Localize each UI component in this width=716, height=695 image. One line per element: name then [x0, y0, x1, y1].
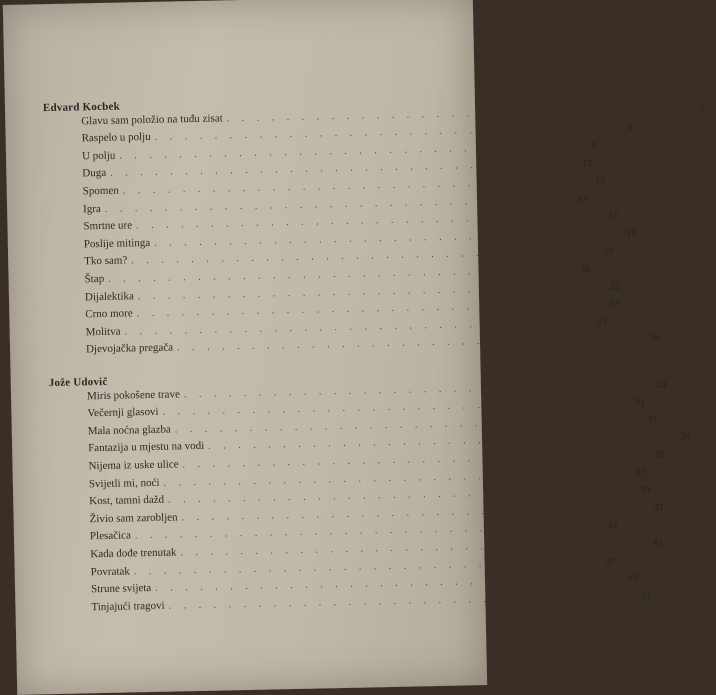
toc-entry-title: Nijema iz uske ulice: [88, 458, 179, 473]
dot-leader: . . . . . . . . . . . . . . . . . . . . . . . . . . . . . . . .: [182, 449, 656, 471]
toc-entry-title: Crno more: [85, 307, 133, 321]
dot-leader: . . . . . . . . . . . . . . . . . . . . . . . . . . . . . . . .: [124, 316, 598, 338]
toc-entry-page-number: 29: [656, 378, 667, 390]
toc-entry-title: Igra: [82, 202, 101, 215]
toc-entry-title: Tko sam?: [84, 254, 128, 268]
toc-entry-title: Svijetli mi, noći: [88, 476, 160, 490]
toc-entry-page-number: 35: [654, 449, 666, 461]
toc-entry-page-number: 24: [596, 316, 608, 328]
dot-leader: . . . . . . . . . . . . . . . . . . . . . . . . . . . . . . . .: [208, 431, 681, 453]
toc-entry-title: Dijalektika: [84, 289, 134, 303]
toc-entry-page-number: 31: [634, 396, 646, 409]
toc-entry-page-number: 15: [608, 210, 619, 222]
dot-leader: . . . . . . . . . . . . . . . . . . . . . . . . . . . . . . . .: [154, 227, 627, 249]
toc-entry-page-number: 47: [606, 555, 617, 568]
toc-entry-title: Raspelo u polju: [81, 131, 151, 145]
toc-entry-page-number: 11: [582, 158, 593, 170]
toc-entry-title: Živio sam zarobljen: [89, 511, 178, 526]
toc-entry-title: Kost, tamni dažd: [89, 493, 165, 508]
toc-entry-page-number: 37: [635, 467, 646, 479]
toc-entry-page-number: 43: [607, 520, 618, 532]
dot-leader: . . . . . . . . . . . . . . . . . . . . . . . . . . . . . . . .: [119, 140, 592, 162]
toc-list-kocbek: [81, 102, 705, 356]
toc-entry-title: Duga: [82, 167, 107, 180]
toc-entry-title: Smrtne ure: [83, 219, 133, 233]
toc-entry-page-number: 22: [610, 280, 621, 292]
dot-leader: . . . . . . . . . . . . . . . . . . . . . . . . . . . . . . . .: [108, 263, 581, 285]
toc-entry-title: Glavu sam položio na tuđu zisat: [81, 112, 223, 127]
dot-leader: . . . . . . . . . . . . . . . . . . . . . . . . . . . . . . . .: [162, 397, 636, 418]
toc-entry-title: Štap: [84, 272, 105, 286]
toc-entry-title: Kada dođe trenutak: [90, 546, 177, 561]
toc-entry-page-number: 16: [626, 227, 637, 239]
toc-entry-page-number: 41: [653, 502, 665, 514]
toc-entry-title: Strune svijeta: [90, 582, 152, 596]
toc-entry-page-number: 34: [680, 431, 691, 443]
dot-leader: . . . . . . . . . . . . . . . . . . . . . . . . . . . . . . . .: [226, 103, 700, 124]
toc-entry-title: Tinjajući tragovi: [91, 599, 165, 613]
toc-entry-page-number: 7: [698, 102, 705, 115]
section-author-kocbek: Edvard Kocbek: [42, 100, 120, 115]
toc-entry-page-number: 51: [640, 590, 652, 602]
toc-entry-title: U polju: [81, 149, 116, 163]
dot-leader: . . . . . . . . . . . . . . . . . . . . . . . . . . . . . . . .: [137, 280, 611, 302]
toc-entry-page-number: 8: [626, 122, 633, 134]
toc-entry-page-number: 23: [608, 298, 620, 310]
dot-leader: . . . . . . . . . . . . . . . . . . . . . . . . . . . . . . . .: [167, 484, 641, 506]
dot-leader: . . . . . . . . . . . . . . . . . . . . . . . . . . . . . . . .: [180, 537, 653, 559]
toc-entry-title: Spomen: [82, 184, 119, 198]
toc-entry-title: Djevojačka pregača: [85, 341, 174, 356]
toc-entry-title: Plesačica: [89, 529, 132, 543]
dot-leader: . . . . . . . . . . . . . . . . . . . . . . . . . . . . . . . .: [133, 556, 607, 577]
dot-leader: . . . . . . . . . . . . . . . . . . . . . . . . . . . . . . . .: [163, 467, 636, 489]
section-author-udovic: Jože Udovič: [48, 375, 108, 390]
toc-entry-page-number: 12: [595, 175, 606, 187]
toc-entry-title: Poslije mitinga: [83, 236, 151, 251]
dot-leader: . . . . . . . . . . . . . . . . . . . . . . . . . . . . . . . .: [155, 573, 628, 595]
toc-list-udovic: [86, 377, 691, 613]
dot-leader: . . . . . . . . . . . . . . . . . . . . . . . . . . . . . . . .: [104, 193, 578, 215]
toc-entry-page-number: 18: [603, 245, 614, 257]
dot-leader: . . . . . . . . . . . . . . . . . . . . . . . . . . . . . . . .: [136, 298, 610, 320]
toc-entry-title: Molitva: [85, 325, 121, 339]
dot-leader: . . . . . . . . . . . . . . . . . . . . . . . . . . . . . . . .: [122, 175, 596, 197]
dot-leader: . . . . . . . . . . . . . . . . . . . . . . . . . . . . . . . .: [183, 378, 657, 400]
dot-leader: . . . . . . . . . . . . . . . . . . . . . . . . . . . . . . . .: [110, 158, 583, 180]
toc-entry-page-number: 20: [580, 263, 591, 275]
toc-entry-page-number: 33: [647, 414, 658, 426]
dot-leader: . . . . . . . . . . . . . . . . . . . . . . . . . . . . . . . .: [174, 414, 648, 436]
dot-leader: . . . . . . . . . . . . . . . . . . . . . . . . . . . . . . . .: [134, 520, 608, 542]
toc-entry-title: Mala noćna glazba: [87, 423, 171, 438]
toc-entry-title: Fantazija u mjestu na vodi: [88, 440, 205, 455]
book-page: [3, 0, 705, 695]
dot-leader: . . . . . . . . . . . . . . . . . . . . . . . . . . . . . . . .: [181, 502, 655, 524]
dot-leader: . . . . . . . . . . . . . . . . . . . . . . . . . . . . . . . .: [168, 590, 642, 612]
dot-leader: . . . . . . . . . . . . . . . . . . . . . . . . . . . . . . . .: [135, 210, 609, 232]
toc-entry-title: Povratak: [90, 564, 130, 578]
toc-entry-page-number: 45: [652, 537, 663, 549]
toc-entry-page-number: 39: [640, 484, 651, 496]
toc-entry-title: Miris pokošene trave: [86, 387, 181, 402]
toc-entry-page-number: 49: [627, 572, 638, 585]
toc-entry-page-number: 9: [591, 140, 597, 152]
toc-entry-title: Večernji glasovi: [87, 406, 159, 420]
dot-leader: . . . . . . . . . . . . . . . . . . . . . . . . . . . . . . . .: [154, 122, 628, 144]
dot-leader: . . . . . . . . . . . . . . . . . . . . . . . . . . . . . . . .: [176, 332, 650, 354]
dot-leader: . . . . . . . . . . . . . . . . . . . . . . . . . . . . . . . .: [131, 245, 604, 267]
toc-entry-page-number: 26: [649, 332, 660, 344]
toc-entry-page-number: 13: [577, 193, 588, 205]
